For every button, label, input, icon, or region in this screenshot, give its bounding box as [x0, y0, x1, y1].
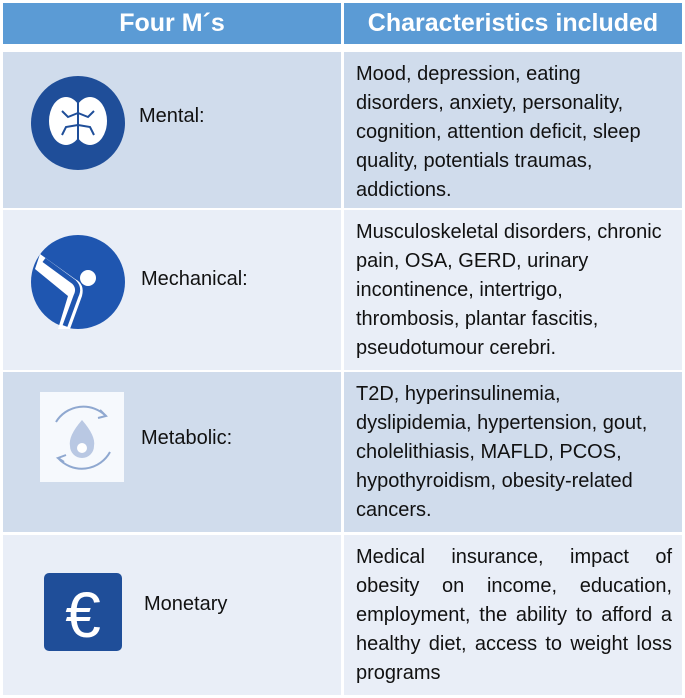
characteristics-text — [356, 218, 672, 363]
text-line: quality, potentials traumas, — [356, 150, 593, 172]
text-line: disorders, anxiety, personality, — [356, 92, 624, 114]
table-row-mechanical — [3, 210, 682, 370]
header-characteristics: Characteristics included — [344, 3, 682, 44]
category-label: Mechanical: — [141, 268, 248, 290]
text-line: T2D, hyperinsulinemia, — [356, 383, 561, 405]
knee-joint-icon — [30, 234, 126, 330]
text-line: thrombosis, plantar fascitis, — [356, 308, 599, 330]
text-line: hypothyroidism, obesity-related — [356, 470, 633, 492]
table-row-mental — [3, 52, 682, 208]
category-label: Mental: — [139, 105, 205, 127]
text-line: pain, OSA, GERD, urinary — [356, 250, 589, 272]
text-line: programs — [356, 662, 441, 684]
header-four-ms: Four M´s — [3, 3, 341, 44]
text-line: addictions. — [356, 179, 452, 201]
text-line: obesity on income, education, — [356, 575, 672, 597]
text-line: cognition, attention deficit, sleep — [356, 121, 641, 143]
characteristics-text — [356, 543, 672, 688]
text-line: cholelithiasis, MAFLD, PCOS, — [356, 441, 622, 463]
text-line: pseudotumour cerebri. — [356, 337, 557, 359]
text-line: Medical insurance, impact of — [356, 546, 672, 568]
text-line: employment, the ability to afford a — [356, 604, 672, 626]
svg-text:€: € — [65, 579, 101, 651]
euro-icon — [42, 571, 124, 653]
category-label: Metabolic: — [141, 427, 233, 449]
text-line: incontinence, intertrigo, — [356, 279, 563, 301]
characteristics-text — [356, 380, 672, 525]
table-row-monetary — [3, 535, 682, 695]
characteristics-text — [356, 60, 672, 205]
text-line: Musculoskeletal disorders, chronic — [356, 221, 662, 243]
text-line: healthy diet, access to weight loss — [356, 633, 672, 655]
category-label: Monetary — [144, 593, 228, 615]
brain-icon — [30, 75, 126, 171]
text-line: cancers. — [356, 499, 432, 521]
table-row-metabolic — [3, 372, 682, 532]
text-line: dyslipidemia, hypertension, gout, — [356, 412, 648, 434]
text-line: Mood, depression, eating — [356, 63, 581, 85]
metabolism-flame-icon — [40, 392, 124, 482]
